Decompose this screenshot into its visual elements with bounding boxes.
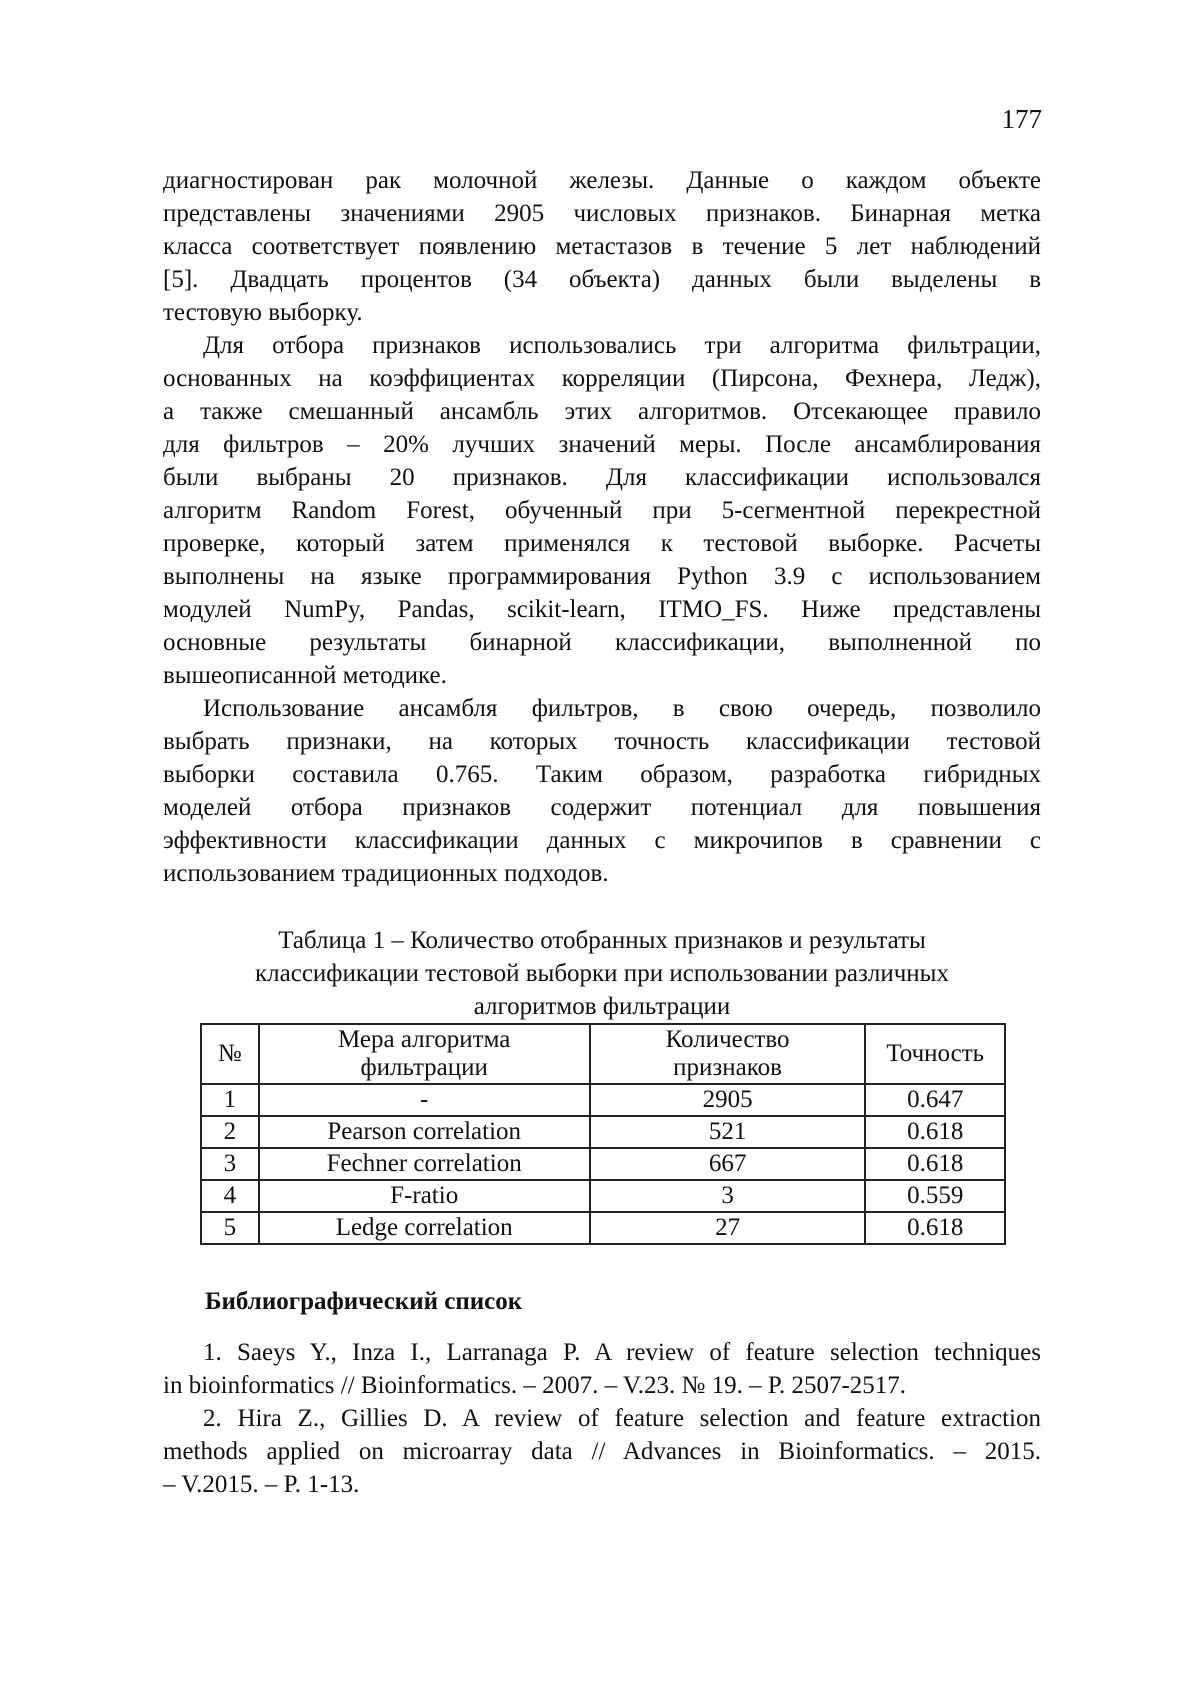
paragraph-line: вышеописанной методике. (163, 659, 1041, 692)
cell-accuracy: 0.618 (865, 1116, 1005, 1148)
table-header-row (201, 1024, 1005, 1084)
paragraph-line: выбрать признаки, на которых точность классификации тестовой (163, 725, 1041, 758)
paragraph-line: проверке, который затем применялся к тестовой выборке. Расчеты (163, 527, 1041, 560)
cell-number: 3 (201, 1148, 259, 1180)
reference-line: – V.2015. – P. 1-13. (163, 1468, 1041, 1501)
page-number: 177 (1002, 104, 1043, 135)
paragraph-line: Использование ансамбля фильтров, в свою очередь, позволило (163, 692, 1041, 725)
bibliography-heading: Библиографический список (205, 1285, 522, 1318)
cell-count: 2905 (590, 1084, 866, 1116)
paragraph-line: использованием традиционных подходов. (163, 857, 1041, 890)
cell-measure: Fechner correlation (259, 1148, 590, 1180)
paragraph-line: основанных на коэффициентах корреляции (Пирсона, Фехнера, Ледж), (163, 362, 1041, 395)
reference-line: 1. Saeys Y., Inza I., Larranaga P. A review of feature selection techniques (163, 1336, 1041, 1369)
cell-count: 27 (590, 1212, 866, 1244)
paragraph-line: алгоритм Random Forest, обученный при 5-сегментной перекрестной (163, 494, 1041, 527)
table-row (201, 1148, 1005, 1180)
paragraph-line: моделей отбора признаков содержит потенциал для повышения (163, 791, 1041, 824)
paragraph-line: представлены значениями 2905 числовых признаков. Бинарная метка (163, 197, 1041, 230)
paragraph-line: были выбраны 20 признаков. Для классификации использовался (163, 461, 1041, 494)
paragraph-line: модулей NumPy, Pandas, scikit-learn, ITMO_FS. Ниже представлены (163, 593, 1041, 626)
cell-measure: F-ratio (259, 1180, 590, 1212)
cell-count: 667 (590, 1148, 866, 1180)
reference-line: methods applied on microarray data // Advances in Bioinformatics. – 2015. (163, 1435, 1041, 1468)
cell-count: 3 (590, 1180, 866, 1212)
cell-number: 5 (201, 1212, 259, 1244)
cell-number: 4 (201, 1180, 259, 1212)
caption-line: Таблица 1 – Количество отобранных признаков и результаты (163, 924, 1041, 957)
cell-accuracy: 0.559 (865, 1180, 1005, 1212)
body-text (163, 164, 1041, 890)
cell-number: 2 (201, 1116, 259, 1148)
paragraph-line: основные результаты бинарной классификации, выполненной по (163, 626, 1041, 659)
cell-count: 521 (590, 1116, 866, 1148)
document-page (0, 0, 1200, 1703)
cell-measure: - (259, 1084, 590, 1116)
reference-line: 2. Hira Z., Gillies D. A review of feature selection and feature extraction (163, 1402, 1041, 1435)
header-count: Количество признаков (590, 1024, 866, 1084)
cell-accuracy: 0.618 (865, 1148, 1005, 1180)
header-number: № (201, 1024, 259, 1084)
table-caption (163, 924, 1041, 1023)
paragraph-line: класса соответствует появлению метастазов в течение 5 лет наблюдений (163, 230, 1041, 263)
cell-measure: Pearson correlation (259, 1116, 590, 1148)
header-accuracy: Точность (865, 1024, 1005, 1084)
caption-line: алгоритмов фильтрации (163, 990, 1041, 1023)
results-table (200, 1023, 1006, 1245)
paragraph-line: [5]. Двадцать процентов (34 объекта) данных были выделены в (163, 263, 1041, 296)
paragraph-line: тестовую выборку. (163, 296, 1041, 329)
caption-line: классификации тестовой выборки при использовании различных (163, 957, 1041, 990)
paragraph-line: выполнены на языке программирования Python 3.9 с использованием (163, 560, 1041, 593)
paragraph-line: для фильтров – 20% лучших значений меры. После ансамблирования (163, 428, 1041, 461)
table-row (201, 1116, 1005, 1148)
cell-measure: Ledge correlation (259, 1212, 590, 1244)
header-measure: Мера алгоритма фильтрации (259, 1024, 590, 1084)
paragraph-line: выборки составила 0.765. Таким образом, разработка гибридных (163, 758, 1041, 791)
table-row (201, 1084, 1005, 1116)
cell-accuracy: 0.618 (865, 1212, 1005, 1244)
table-row (201, 1180, 1005, 1212)
cell-number: 1 (201, 1084, 259, 1116)
bibliography-list (163, 1336, 1041, 1501)
cell-accuracy: 0.647 (865, 1084, 1005, 1116)
paragraph-line: диагностирован рак молочной железы. Данные о каждом объекте (163, 164, 1041, 197)
table-row (201, 1212, 1005, 1244)
paragraph-line: эффективности классификации данных с микрочипов в сравнении с (163, 824, 1041, 857)
paragraph-line: а также смешанный ансамбль этих алгоритмов. Отсекающее правило (163, 395, 1041, 428)
reference-line: in bioinformatics // Bioinformatics. – 2007. – V.23. № 19. – P. 2507-2517. (163, 1369, 1041, 1402)
paragraph-line: Для отбора признаков использовались три алгоритма фильтрации, (163, 329, 1041, 362)
